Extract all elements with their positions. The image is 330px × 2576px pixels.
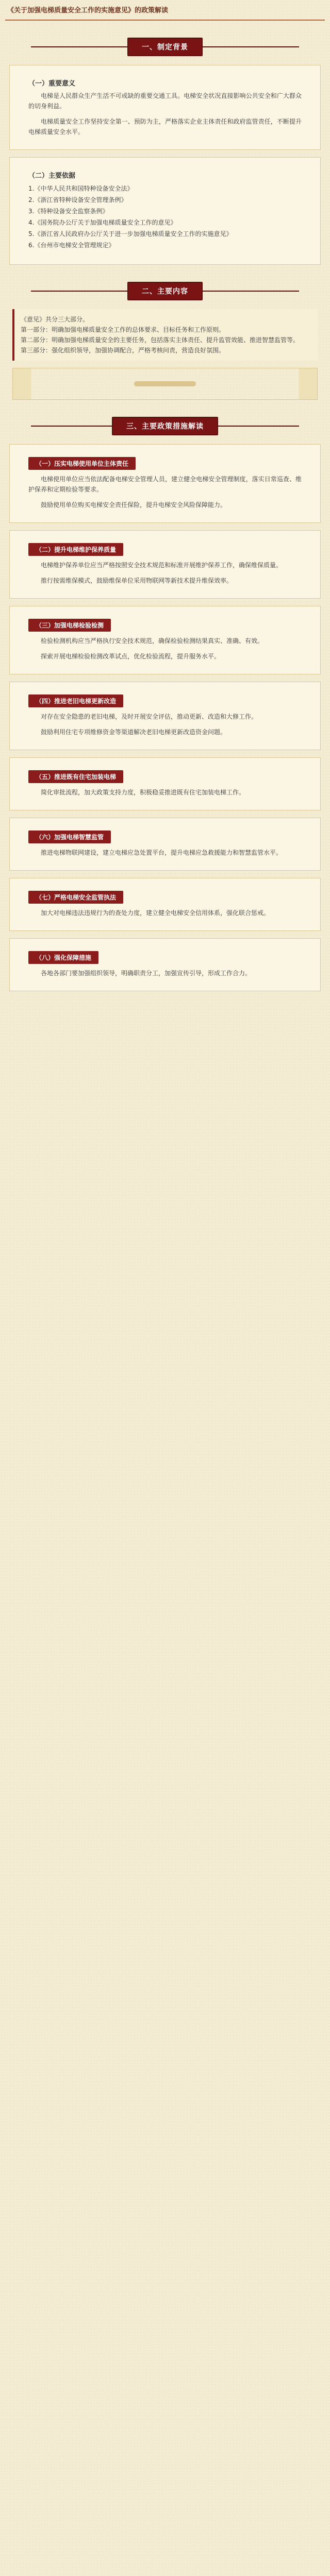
policy-item xyxy=(9,818,321,871)
policy-item xyxy=(9,606,321,674)
section-heading: 二、主要内容 xyxy=(127,282,203,300)
section-heading: 三、主要政策措施解读 xyxy=(112,417,218,435)
summary-line: 第一部分：明确加强电梯质量安全工作的总体要求、目标任务和工作原则。 xyxy=(21,326,225,333)
paragraph: 检验检测机构应当严格执行安全技术规范，确保检验检测结果真实、准确、有效。 xyxy=(41,637,264,645)
list-item: 4.《国务院办公厅关于加强电梯质量安全工作的意见》 xyxy=(28,219,177,226)
subheading-basis: （二）主要依据 xyxy=(28,172,76,180)
list-item: 5.《浙江省人民政府办公厅关于进一步加强电梯质量安全工作的实施意见》 xyxy=(28,230,233,238)
paragraph: 电梯是人民群众生产生活不可或缺的重要交通工具。电梯安全状况直接影响公共安全和广大群众的切身利益。 xyxy=(28,92,302,110)
paragraph: 加大对电梯违法违规行为的查处力度，建立健全电梯安全信用体系，强化联合惩戒。 xyxy=(41,909,270,917)
policy-item xyxy=(9,757,321,810)
paragraph: 电梯使用单位应当依法配备电梯安全管理人员，建立健全电梯安全管理制度，落实日常巡查、维护保养和定期检验等要求。 xyxy=(28,476,302,493)
policy-item xyxy=(9,530,321,599)
section-banner-policies xyxy=(31,417,299,435)
paragraph: 推行按需维保模式，鼓励维保单位采用物联网等新技术提升维保效率。 xyxy=(41,577,233,584)
paragraph: 鼓励使用单位购买电梯安全责任保险，提升电梯安全风险保障能力。 xyxy=(41,501,227,509)
policy-label: （一）压实电梯使用单位主体责任 xyxy=(28,457,136,470)
subheading-significance: （一）重要意义 xyxy=(28,80,76,88)
paragraph: 电梯质量安全工作坚持安全第一、预防为主，严格落实企业主体责任和政府监管责任，不断提升电梯质量安全水平。 xyxy=(28,118,302,135)
policy-item xyxy=(9,444,321,523)
list-item: 1.《中华人民共和国特种设备安全法》 xyxy=(28,185,134,192)
policy-label: （三）加强电梯检验检测 xyxy=(28,619,111,632)
policy-label: （四）推进老旧电梯更新改造 xyxy=(28,694,123,707)
paragraph: 各地各部门要加强组织领导，明确职责分工，加强宣传引导，形成工作合力。 xyxy=(41,970,252,977)
list-item: 2.《浙江省特种设备安全管理条例》 xyxy=(28,196,127,204)
page-title: 《关于加强电梯质量安全工作的实施意见》的政策解读 xyxy=(7,7,169,14)
divider-ornament xyxy=(134,381,196,386)
paragraph: 推进电梯物联网建设，建立电梯应急处置平台，提升电梯应急救援能力和智慧监管水平。 xyxy=(41,849,283,856)
summary-line: 第三部分：强化组织领导，加强协调配合，严格考核问责，营造良好氛围。 xyxy=(21,347,225,354)
section-banner-content xyxy=(31,282,299,300)
policy-item xyxy=(9,878,321,931)
list-item: 3.《特种设备安全监察条例》 xyxy=(28,208,109,215)
policy-label: （七）严格电梯安全监管执法 xyxy=(28,891,123,904)
content-summary xyxy=(12,309,318,361)
paragraph: 鼓励利用住宅专项维修资金等渠道解决老旧电梯更新改造资金问题。 xyxy=(41,728,227,736)
policy-item xyxy=(9,938,321,991)
section-heading: 一、制定背景 xyxy=(127,38,203,56)
summary-line: 《意见》共分三大部分。 xyxy=(21,316,89,323)
title-divider xyxy=(5,20,325,21)
basis-list xyxy=(28,183,302,251)
basis-card xyxy=(9,157,321,265)
list-item: 6.《台州市电梯安全管理规定》 xyxy=(28,242,115,249)
paragraph: 电梯维护保养单位应当严格按照安全技术规范和标准开展维护保养工作，确保维保质量。 xyxy=(41,562,283,569)
background-card xyxy=(9,65,321,150)
policy-label: （八）强化保障措施 xyxy=(28,951,98,964)
summary-line: 第二部分：明确加强电梯质量安全的主要任务，包括落实主体责任、提升监管效能、推进智慧监管等。 xyxy=(21,336,300,344)
decorative-divider xyxy=(12,368,318,400)
paragraph: 简化审批流程，加大政策支持力度，积极稳妥推进既有住宅加装电梯工作。 xyxy=(41,789,245,796)
section-banner-background xyxy=(31,38,299,56)
paragraph: 探索开展电梯检验检测改革试点，优化检验流程，提升服务水平。 xyxy=(41,653,221,660)
paragraph: 对存在安全隐患的老旧电梯，及时开展安全评估，推动更新、改造和大修工作。 xyxy=(41,713,258,720)
policy-item xyxy=(9,682,321,750)
policy-label: （五）推进既有住宅加装电梯 xyxy=(28,770,123,783)
policy-label: （二）提升电梯维护保养质量 xyxy=(28,543,123,556)
policy-label: （六）加强电梯智慧监管 xyxy=(28,831,111,843)
